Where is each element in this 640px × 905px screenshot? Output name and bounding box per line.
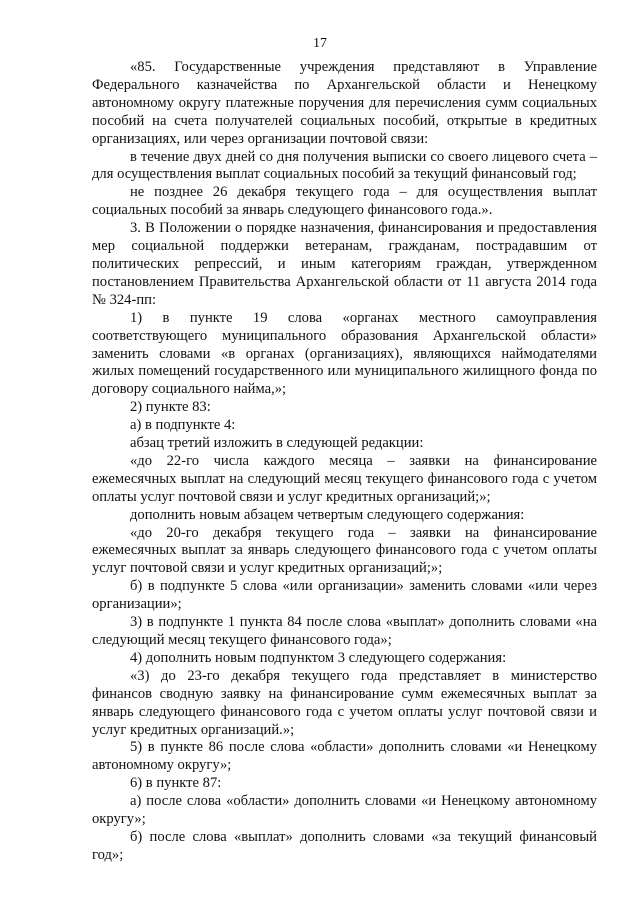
paragraph-subitem-3: 3) в подпункте 1 пункта 84 после слова «выплат» дополнить словами «на следующий месяц текущего финансового года»; (92, 614, 597, 648)
paragraph-dec-26: не позднее 26 декабря текущего года – для осуществления выплат социальных пособий за январь следующего финансового года.». (92, 184, 597, 219)
paragraph-subitem-6a: а) после слова «области» дополнить словами «и Ненецкому автономному округу»; (92, 793, 597, 828)
paragraph-subitem-2: 2) пункте 83: (130, 399, 211, 416)
page-number: 17 (313, 36, 327, 51)
paragraph-85-intro: «85. Государственные учреждения представляют в Управление Федерального казначейства по Архангельской области и Ненецкому автономному округу платежные поручения для перечисления сумм социальных пособий на счета получателей социальных пособий, открытые в кредитных организациях, или через организации почтовой связи: (92, 59, 597, 147)
paragraph-subitem-2b: б) в подпункте 5 слова «или организации» заменить словами «или через организации»; (92, 578, 597, 613)
paragraph-subitem-4: 4) дополнить новым подпунктом 3 следующего содержания: (130, 649, 507, 666)
paragraph-subitem-2a: а) в подпункте 4: (130, 417, 236, 434)
paragraph-subitem-6b: б) после слова «выплат» дополнить словами «за текущий финансовый год»; (92, 828, 597, 863)
document-body (92, 59, 597, 865)
paragraph-add-fourth: дополнить новым абзацем четвертым следующего содержания: (130, 506, 525, 523)
paragraph-quote-22: «до 22-го числа каждого месяца – заявки на финансирование ежемесячных выплат на следующий месяц текущего финансового года с учетом оплаты услуг почтовой связи и услуг кредитных организаций;»; (92, 452, 597, 505)
paragraph-quote-23: «3) до 23-го декабря текущего года представляет в министерство финансов сводную заявку на финансирование сумм ежемесячных выплат за январь следующего финансового года с учетом оплаты услуг почтовой связи и услуг кредитных организаций.»; (92, 667, 597, 738)
paragraph-item-3-regulation: 3. В Положении о порядке назначения, финансирования и предоставления мер социальной поддержки ветеранам, гражданам, пострадавшим от политических репрессий, и иным категориям граждан, утвержденном постановлением Правительства Архангельской области от 11 августа 2014 года № 324-пп: (92, 220, 597, 308)
paragraph-subitem-6: 6) в пункте 87: (130, 775, 222, 792)
paragraph-subitem-5: 5) в пункте 86 после слова «области» дополнить словами «и Ненецкому автономному округу»; (92, 739, 597, 774)
paragraph-two-days: в течение двух дней со дня получения выписки со своего лицевого счета – для осуществления выплат социальных пособий за текущий финансовый год; (92, 148, 597, 183)
paragraph-subitem-1: 1) в пункте 19 слова «органах местного самоуправления соответствующего муниципального образования Архангельской области» заменить словами «в органах (организациях), являющихся наймодателями жилых помещений государственного или муниципального жилищного фонда по договору социального найма,»; (92, 309, 597, 398)
paragraph-third-abzac: абзац третий изложить в следующей редакции: (130, 435, 424, 452)
paragraph-quote-20: «до 20-го декабря текущего года – заявки на финансирование ежемесячных выплат за январь следующего финансового года с учетом оплаты услуг почтовой связи и услуг кредитных организаций;»; (92, 524, 597, 577)
